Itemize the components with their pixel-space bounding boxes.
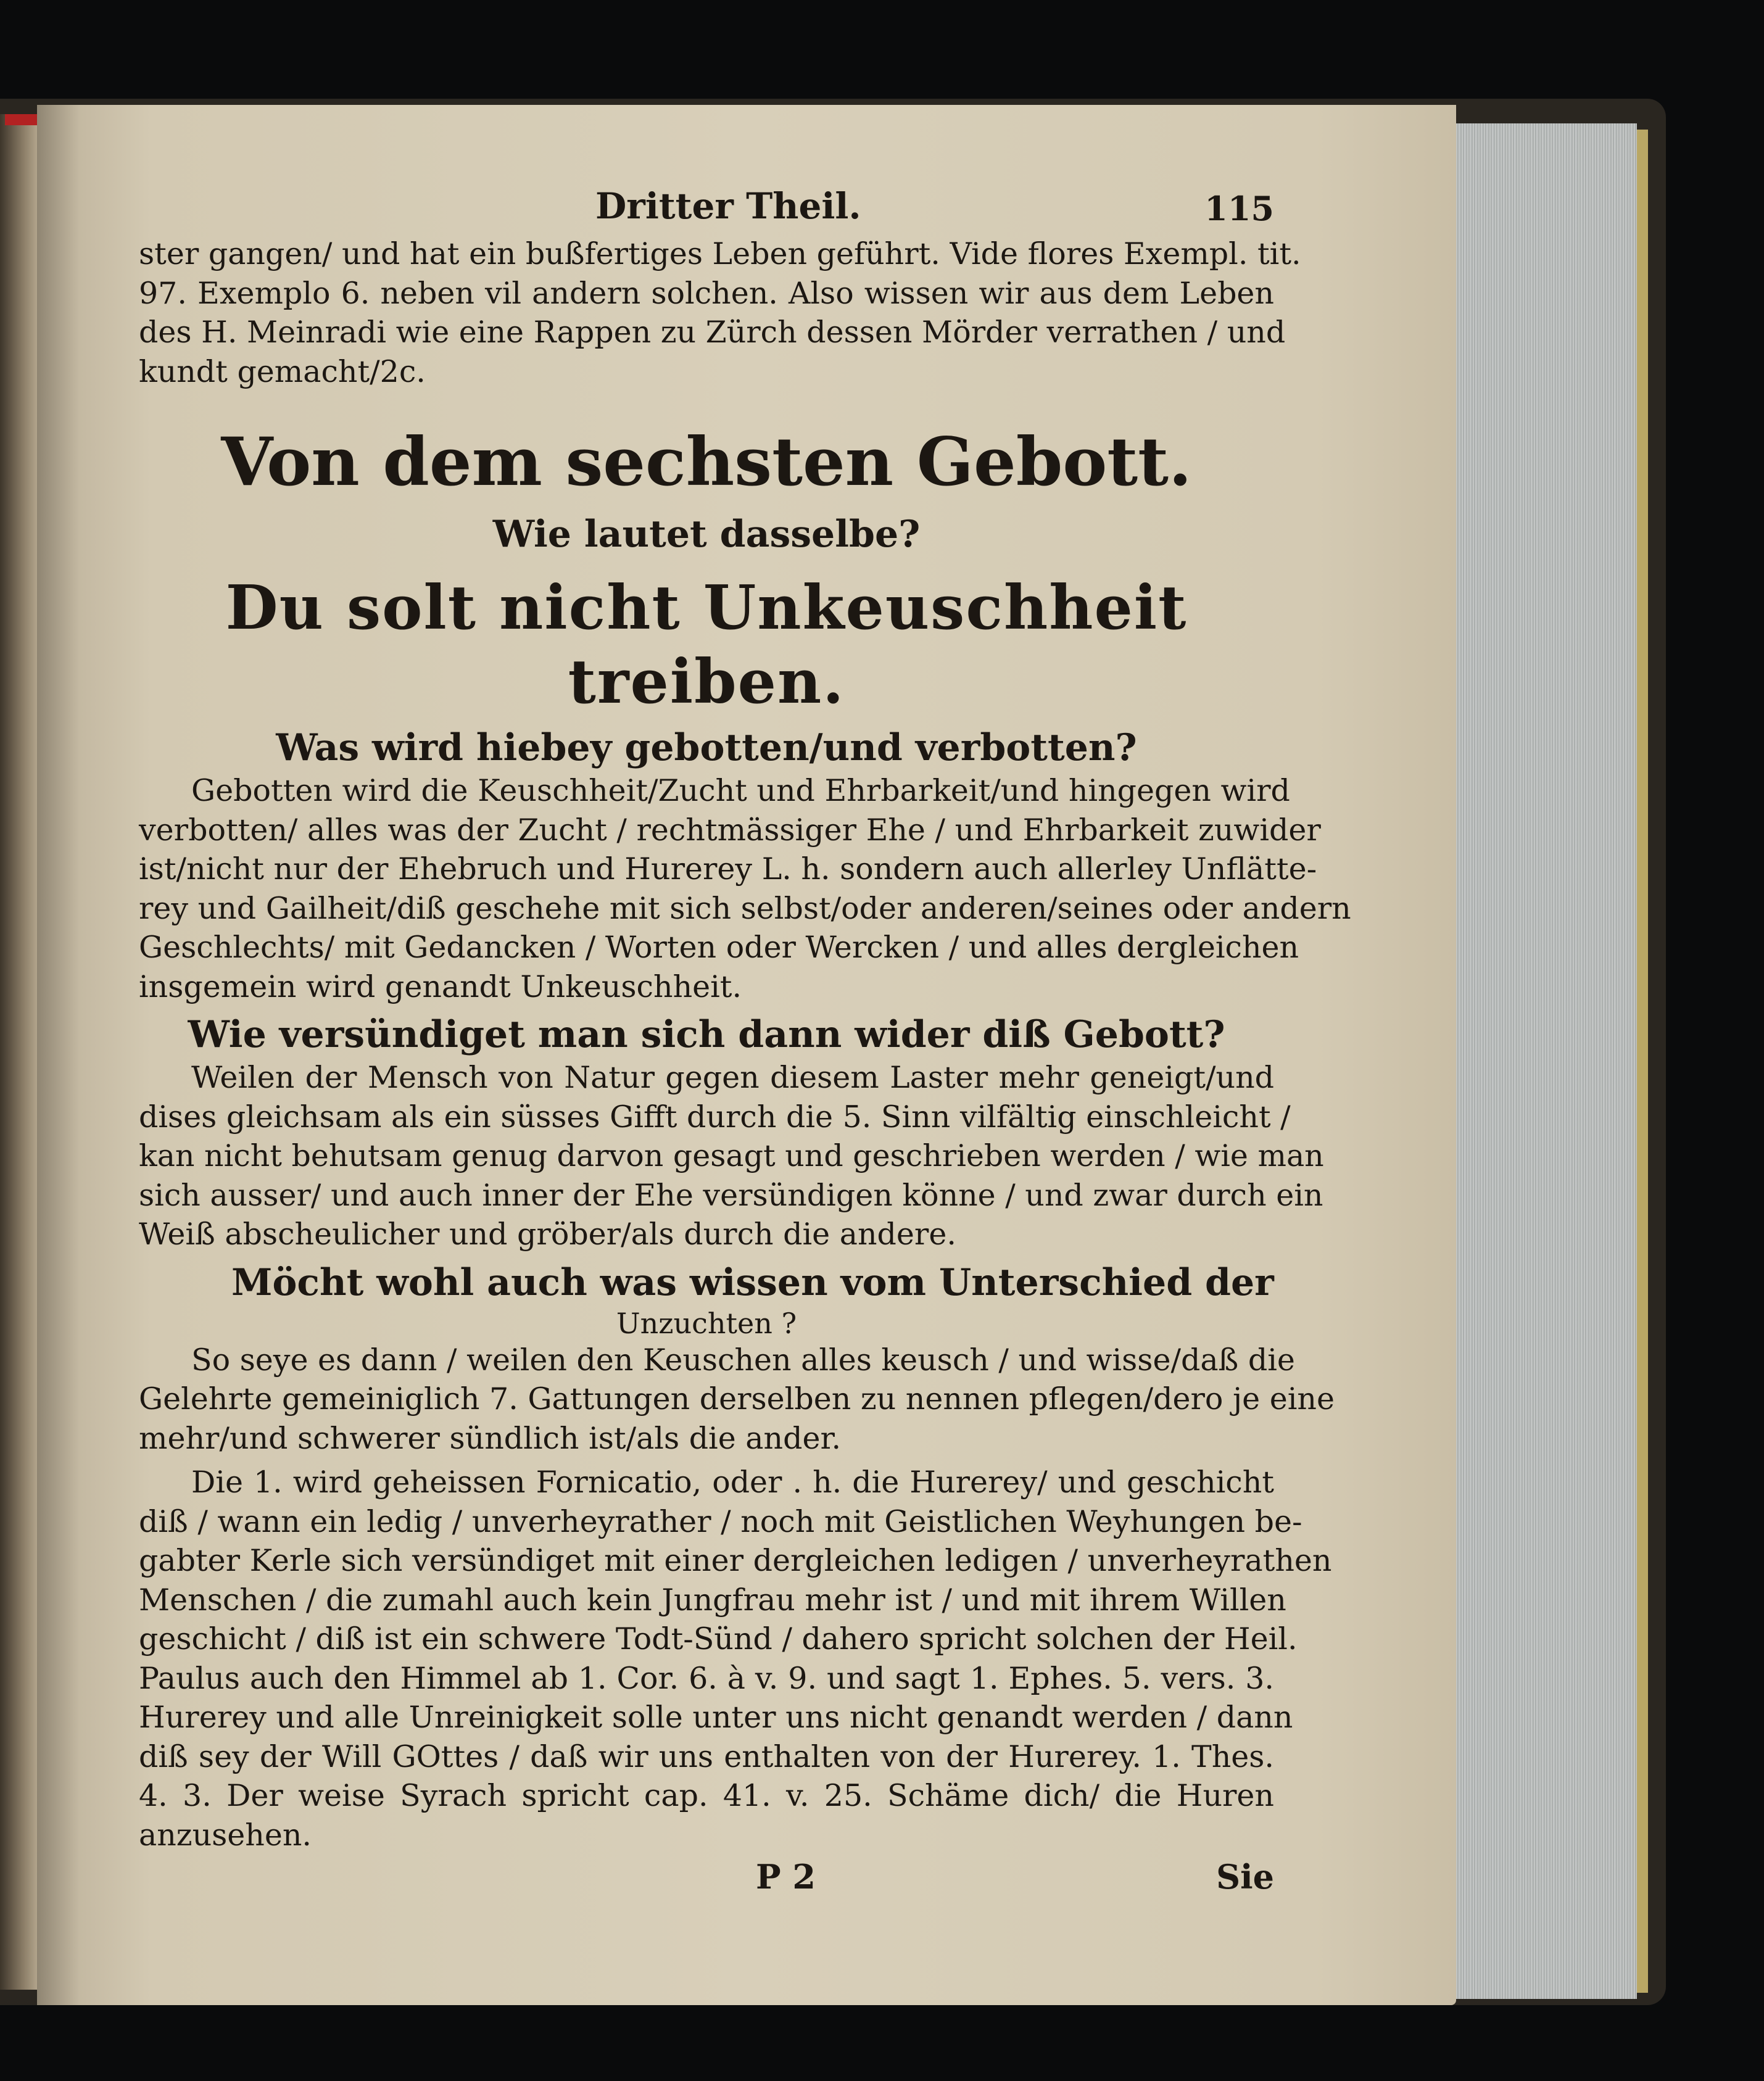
text-line: gabter Kerle sich versündiget mit einer dergleichen ledigen / unverheyrathen	[139, 1543, 1332, 1578]
text-line: geschicht / diß ist ein schwere Todt-Sünd / dahero spricht solchen der Heil.	[139, 1621, 1298, 1657]
text-line: Hurerey und alle Unreinigkeit solle unter uns nicht genandt werden / dann	[139, 1700, 1293, 1735]
text-line: diß sey der Will GOttes / daß wir uns enthalten von der Hurerey. 1. Thes.	[139, 1739, 1274, 1774]
page-edges	[1450, 123, 1637, 1999]
bookmark-ribbon	[5, 114, 39, 125]
text-line: rey und Gailheit/diß geschehe mit sich selbst/oder anderen/seines oder andern	[139, 890, 1351, 926]
text-line: mehr/und schwerer sündlich ist/als die ander.	[139, 1420, 842, 1456]
page-number: 115	[1204, 189, 1274, 228]
catchword: Sie	[1216, 1857, 1274, 1897]
text-line: Gelehrte gemeiniglich 7. Gattungen derselben zu nennen pflegen/dero je eine	[139, 1381, 1335, 1417]
text-line: Paulus auch den Himmel ab 1. Cor. 6. à v. 9. und sagt 1. Ephes. 5. vers. 3.	[139, 1660, 1274, 1696]
answer-paragraph	[139, 1341, 1335, 1458]
question-heading-continuation: Unzuchten ?	[616, 1306, 797, 1340]
answer-paragraph	[139, 771, 1351, 1006]
page-footer	[139, 1857, 1274, 1906]
text-line: 97. Exemplo 6. neben vil andern solchen. Also wissen wir aus dem Leben	[139, 275, 1274, 311]
section-title: Von dem sechsten Gebott.	[221, 423, 1192, 501]
text-line: ist/nicht nur der Ehebruch und Hurerey L. h. sondern auch allerley Unflätte-	[139, 851, 1317, 887]
question-heading: Möcht wohl auch was wissen vom Unterschied der	[231, 1260, 1274, 1304]
signature-mark: P 2	[756, 1857, 816, 1897]
question-heading: Wie lautet dasselbe?	[492, 513, 921, 556]
text-line: Weiß abscheulicher und gröber/als durch die andere.	[139, 1217, 956, 1252]
text-line: Gebotten wird die Keuschheit/Zucht und Ehrbarkeit/und hingegen wird	[191, 773, 1290, 808]
text-line: So seye es dann / weilen den Keuschen alles keusch / und wisse/daß die	[191, 1342, 1295, 1378]
page-text	[139, 185, 1351, 1906]
text-line: Die 1. wird geheissen Fornicatio, oder . h. die Hurerey/ und geschicht	[191, 1465, 1274, 1500]
text-line: Geschlechts/ mit Gedancken / Worten oder Wercken / und alles dergleichen	[139, 930, 1299, 965]
text-line: des H. Meinradi wie eine Rappen zu Zürch dessen Mörder verrathen / und	[139, 315, 1286, 350]
running-head	[139, 185, 1274, 234]
text-line: 4. 3. Der weise Syrach spricht cap. 41. v. 25. Schäme dich/ die Huren	[139, 1778, 1274, 1813]
text-line: diß / wann ein ledig / unverheyrather / noch mit Geistlichen Weyhungen be-	[139, 1504, 1302, 1539]
question-heading: Wie versündiget man sich dann wider diß Gebott?	[188, 1013, 1225, 1056]
text-line: dises gleichsam als ein süsses Gifft durch die 5. Sinn vilfältig einschleicht /	[139, 1099, 1291, 1135]
intro-paragraph	[139, 234, 1301, 391]
text-line: kan nicht behutsam genug darvon gesagt und geschrieben werden / wie man	[139, 1138, 1324, 1173]
left-page-edge	[0, 114, 38, 1990]
text-line: ster gangen/ und hat ein bußfertiges Leben geführt. Vide flores Exempl. tit.	[139, 236, 1301, 271]
running-head-title: Dritter Theil.	[595, 185, 861, 227]
text-line: Menschen / die zumahl auch kein Jungfrau mehr ist / und mit ihrem Willen	[139, 1582, 1286, 1618]
text-line: verbotten/ alles was der Zucht / rechtmässiger Ehe / und Ehrbarkeit zuwider	[139, 812, 1321, 848]
body-paragraph	[139, 1463, 1332, 1855]
text-line: insgemein wird genandt Unkeuschheit.	[139, 969, 742, 1004]
text-line: anzusehen.	[139, 1817, 312, 1853]
text-line: sich ausser/ und auch inner der Ehe versündigen könne / und zwar durch ein	[139, 1177, 1323, 1213]
text-line: Weilen der Mensch von Natur gegen diesem Laster mehr geneigt/und	[191, 1060, 1274, 1095]
commandment-heading: Du solt nicht Unkeuschheit treiben.	[225, 573, 1188, 718]
question-heading: Was wird hiebey gebotten/und verbotten?	[276, 726, 1137, 769]
text-line: kundt gemacht/2c.	[139, 354, 426, 389]
answer-paragraph	[139, 1058, 1324, 1254]
